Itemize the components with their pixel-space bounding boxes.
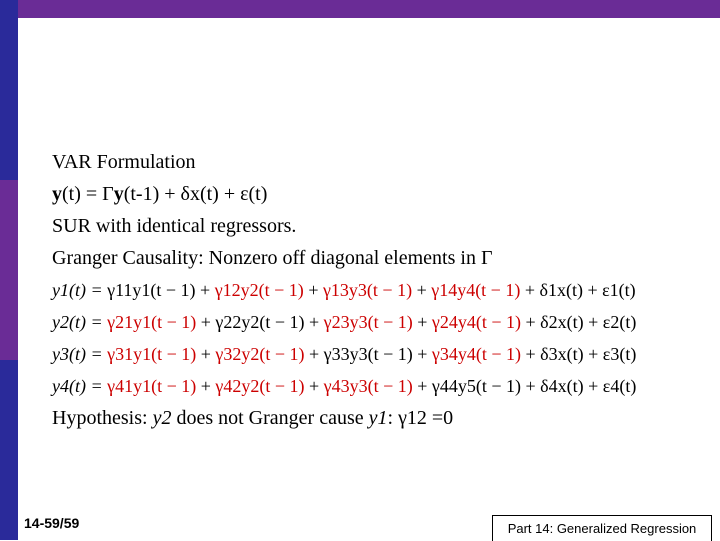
eq1-term-4: γ14y4(t − 1) bbox=[431, 280, 521, 300]
eq1-plus-2: + bbox=[308, 280, 319, 300]
eq3-term-4: γ34y4(t − 1) bbox=[431, 344, 522, 364]
eq3-plus-1: + bbox=[200, 344, 211, 364]
eq4-tail: + γ44y5(t − 1) + δ4x(t) + ε4(t) bbox=[417, 376, 637, 396]
left-accent-bar bbox=[0, 0, 18, 540]
equation-y4 bbox=[52, 370, 712, 402]
eq1-term-3: γ13y3(t − 1) bbox=[322, 280, 413, 300]
eq3-middle: + γ33y3(t − 1) + bbox=[309, 344, 428, 364]
eq4-term-1: γ41y1(t − 1) bbox=[107, 376, 197, 396]
equation-y3 bbox=[52, 338, 712, 370]
eq4-plus-2: + bbox=[309, 376, 320, 396]
eq2-term-4: γ24y4(t − 1) bbox=[431, 312, 522, 332]
eq3-term-1: γ31y1(t − 1) bbox=[107, 344, 197, 364]
model-y-bold-2: y bbox=[113, 183, 124, 205]
hypothesis-statement bbox=[52, 402, 712, 434]
eq4-term-2: γ42y2(t − 1) bbox=[215, 376, 305, 396]
eq2-middle: + γ22y2(t − 1) + bbox=[200, 312, 320, 332]
hypothesis-label: Hypothesis: bbox=[52, 407, 148, 429]
hypothesis-middle: does not Granger cause bbox=[176, 407, 364, 429]
left-accent-segment-bottom bbox=[0, 360, 18, 540]
sur-statement: SUR with identical regressors. bbox=[52, 215, 297, 237]
eq3-lhs: y3(t) = bbox=[52, 344, 103, 364]
course-label: Part 14: Generalized Regression bbox=[492, 515, 712, 541]
hypothesis-y2: y2 bbox=[152, 407, 172, 429]
top-accent-bar bbox=[0, 0, 720, 18]
hypothesis-colon: : bbox=[387, 407, 394, 429]
model-y-bold: y bbox=[52, 183, 62, 205]
model-part-2: (t-1) + δx(t) + ε(t) bbox=[123, 183, 268, 205]
left-accent-segment-top bbox=[0, 0, 18, 180]
equation-y1 bbox=[52, 274, 712, 306]
eq1-term-2: γ12y2(t − 1) bbox=[214, 280, 304, 300]
eq2-term-1: γ21y1(t − 1) bbox=[107, 312, 197, 332]
eq3-tail: + δ3x(t) + ε3(t) bbox=[525, 344, 637, 364]
slide-title: VAR Formulation bbox=[52, 151, 196, 173]
left-accent-segment-middle bbox=[0, 180, 18, 360]
eq2-tail: + δ2x(t) + ε2(t) bbox=[525, 312, 637, 332]
slide-number: 14-59/59 bbox=[24, 515, 80, 531]
eq1-tail: + δ1x(t) + ε1(t) bbox=[524, 280, 636, 300]
model-part-1: (t) = Γ bbox=[62, 183, 114, 205]
eq3-term-2: γ32y2(t − 1) bbox=[215, 344, 305, 364]
granger-causality-statement: Granger Causality: Nonzero off diagonal elements in Γ bbox=[52, 247, 493, 269]
hypothesis-y1: y1 bbox=[368, 407, 388, 429]
eq2-term-3: γ23y3(t − 1) bbox=[323, 312, 413, 332]
eq2-plus-3: + bbox=[417, 312, 428, 332]
eq1-term-1: γ11y1(t − 1) + bbox=[107, 280, 211, 300]
eq4-lhs: y4(t) = bbox=[52, 376, 103, 396]
eq1-plus-3: + bbox=[416, 280, 427, 300]
equation-y2 bbox=[52, 306, 712, 338]
var-model-equation bbox=[52, 178, 712, 210]
hypothesis-condition: γ12 =0 bbox=[398, 407, 454, 429]
slide-content bbox=[52, 146, 712, 434]
eq4-term-3: γ43y3(t − 1) bbox=[323, 376, 413, 396]
eq1-lhs: y1(t) = bbox=[52, 280, 103, 300]
eq4-plus-1: + bbox=[200, 376, 211, 396]
eq2-lhs: y2(t) = bbox=[52, 312, 103, 332]
